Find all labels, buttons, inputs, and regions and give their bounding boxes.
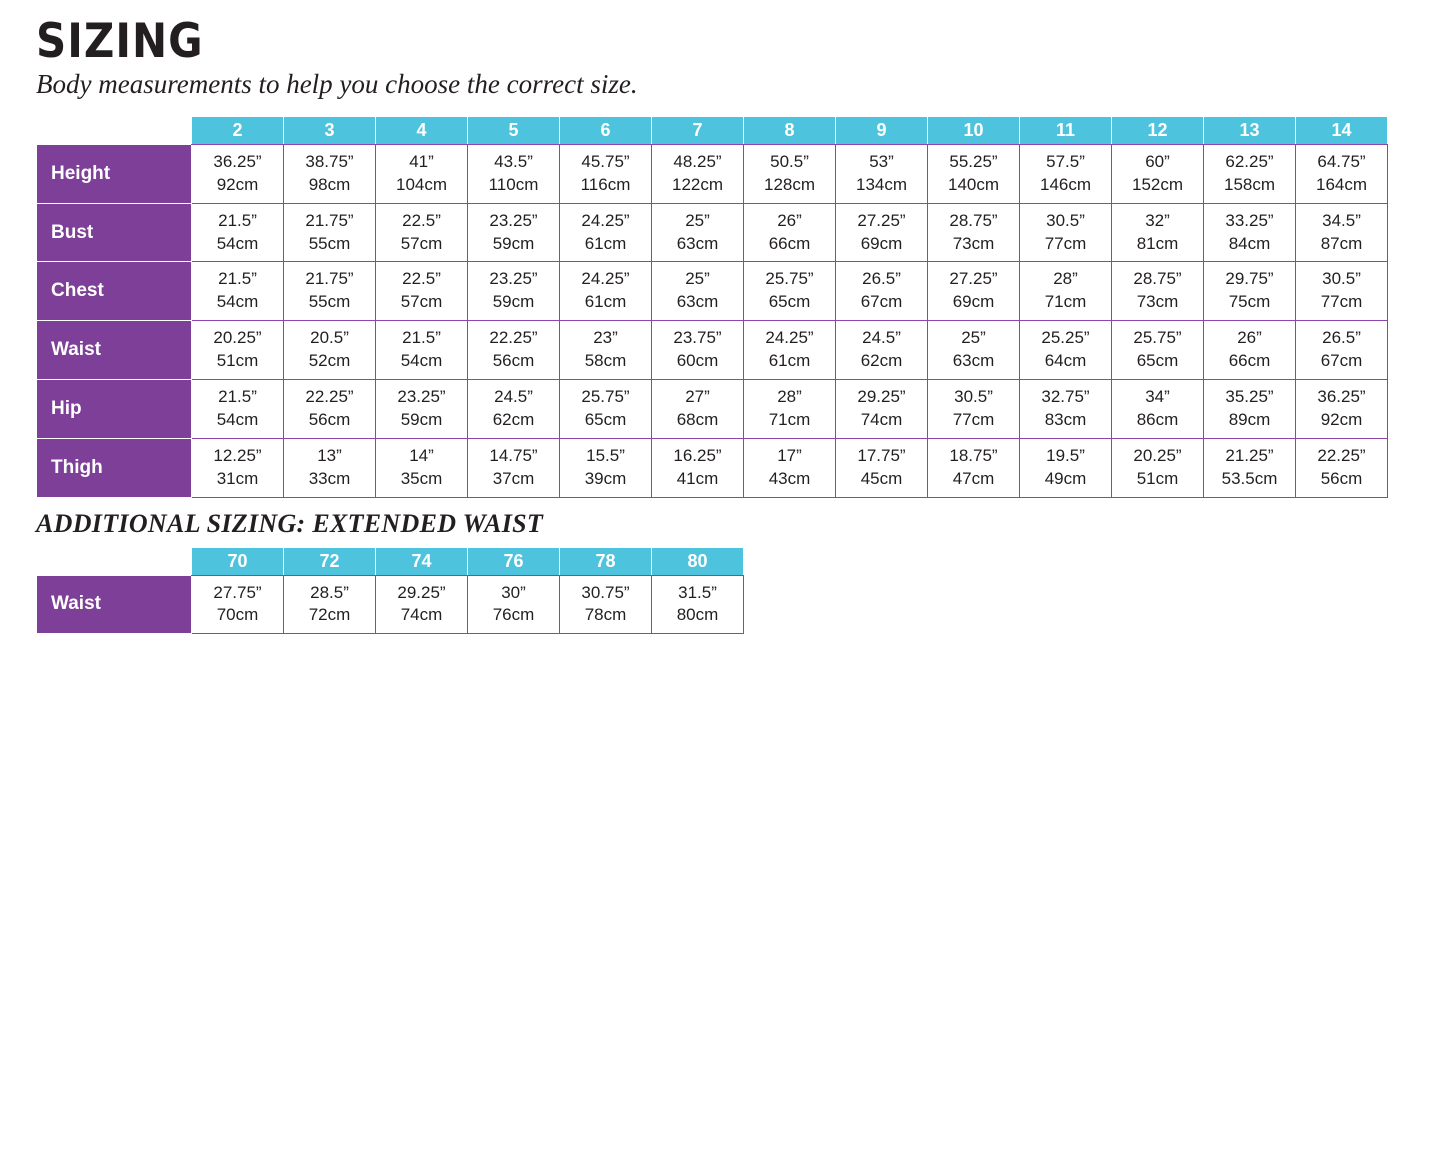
measurement-cm: 69cm [952, 292, 995, 312]
measurement-inches: 36.25” [213, 151, 262, 171]
main-measurement-cell [652, 380, 744, 439]
measurement-cm: 59cm [400, 410, 443, 430]
main-measurement-cell [468, 439, 560, 498]
main-measurement-cell [928, 439, 1020, 498]
measurement-inches: 29.25” [857, 387, 906, 407]
main-size-header: 6 [560, 116, 652, 144]
measurement-inches: 21.5” [218, 387, 257, 407]
measurement-cm: 110cm [488, 174, 539, 194]
measurement-cm: 81cm [1136, 233, 1179, 253]
measurement-cm: 61cm [584, 233, 627, 253]
main-measurement-cell [560, 439, 652, 498]
measurement-cm: 54cm [400, 351, 443, 371]
main-measurement-cell [744, 439, 836, 498]
main-size-header: 5 [468, 116, 560, 144]
main-size-header: 4 [376, 116, 468, 144]
measurement-inches: 24.25” [581, 269, 630, 289]
table-row [37, 262, 1388, 321]
main-measurement-cell [1112, 439, 1204, 498]
main-size-table [36, 116, 1388, 498]
measurement-inches: 28.5” [310, 582, 349, 602]
measurement-cm: 52cm [308, 351, 351, 371]
measurement-inches: 50.5” [770, 151, 809, 171]
extended-size-header: 70 [192, 547, 284, 575]
measurement-cm: 63cm [952, 351, 995, 371]
measurement-inches: 28” [777, 387, 802, 407]
main-measurement-cell [744, 380, 836, 439]
main-measurement-cell [284, 439, 376, 498]
measurement-cm: 58cm [584, 351, 627, 371]
measurement-inches: 22.5” [402, 210, 441, 230]
extended-table-body [37, 575, 744, 634]
main-measurement-cell [1204, 144, 1296, 203]
measurement-cm: 152cm [1131, 174, 1184, 194]
measurement-cm: 54cm [216, 292, 259, 312]
main-measurement-cell [836, 439, 928, 498]
measurement-cm: 69cm [860, 233, 903, 253]
measurement-cm: 78cm [584, 605, 627, 625]
measurement-cm: 55cm [308, 233, 351, 253]
extended-measurement-cell [468, 575, 560, 634]
measurement-inches: 23” [593, 328, 618, 348]
measurement-inches: 16.25” [673, 446, 722, 466]
main-measurement-cell [192, 262, 284, 321]
measurement-cm: 74cm [400, 605, 443, 625]
measurement-inches: 28.75” [1133, 269, 1182, 289]
measurement-cm: 87cm [1320, 233, 1363, 253]
measurement-inches: 15.5” [586, 446, 625, 466]
extended-table-header-row [37, 547, 744, 575]
measurement-inches: 45.75” [581, 151, 630, 171]
measurement-cm: 74cm [860, 410, 903, 430]
main-size-header: 8 [744, 116, 836, 144]
measurement-cm: 59cm [492, 233, 535, 253]
measurement-cm: 64cm [1044, 351, 1087, 371]
measurement-cm: 92cm [1320, 410, 1363, 430]
main-size-header: 11 [1020, 116, 1112, 144]
extended-table-corner [37, 547, 192, 575]
main-measurement-cell [192, 321, 284, 380]
main-measurement-cell [1296, 439, 1388, 498]
main-measurement-cell [836, 321, 928, 380]
measurement-inches: 21.75” [305, 210, 354, 230]
measurement-cm: 51cm [1136, 469, 1179, 488]
measurement-inches: 62.25” [1225, 151, 1274, 171]
measurement-inches: 64.75” [1317, 151, 1366, 171]
measurement-inches: 17” [777, 446, 802, 466]
measurement-cm: 68cm [676, 410, 719, 430]
measurement-cm: 61cm [584, 292, 627, 312]
measurement-inches: 23.75” [673, 328, 722, 348]
main-measurement-cell [652, 262, 744, 321]
measurement-inches: 25.75” [1133, 328, 1182, 348]
measurement-cm: 80cm [676, 605, 719, 625]
page-subtitle: Body measurements to help you choose the correct size. [36, 69, 638, 99]
measurement-cm: 65cm [1136, 351, 1179, 371]
main-measurement-cell [560, 262, 652, 321]
main-measurement-cell [1296, 321, 1388, 380]
measurement-inches: 17.75” [857, 446, 906, 466]
extended-measurement-cell [560, 575, 652, 634]
main-measurement-cell [192, 144, 284, 203]
main-measurement-cell [192, 439, 284, 498]
measurement-inches: 28” [1053, 269, 1078, 289]
extended-measurement-cell [284, 575, 376, 634]
main-measurement-cell [1204, 262, 1296, 321]
measurement-inches: 55.25” [949, 151, 998, 171]
main-size-header: 14 [1296, 116, 1388, 144]
main-measurement-cell [192, 203, 284, 262]
measurement-inches: 30” [501, 582, 526, 602]
main-table-header-row [37, 116, 1388, 144]
table-row [37, 575, 744, 634]
measurement-cm: 63cm [676, 233, 719, 253]
measurement-cm: 70cm [216, 605, 259, 625]
measurement-cm: 66cm [1228, 351, 1271, 371]
measurement-cm: 128cm [763, 174, 816, 194]
measurement-cm: 49cm [1044, 469, 1087, 488]
main-measurement-cell [928, 380, 1020, 439]
measurement-inches: 14.75” [489, 446, 538, 466]
extended-measurement-cell [376, 575, 468, 634]
measurement-inches: 28.75” [949, 210, 998, 230]
main-measurement-cell [560, 380, 652, 439]
extended-size-header: 78 [560, 547, 652, 575]
measurement-inches: 13” [317, 446, 342, 466]
measurement-inches: 20.25” [1133, 446, 1182, 466]
extended-size-header: 80 [652, 547, 744, 575]
main-measurement-cell [376, 262, 468, 321]
measurement-cm: 134cm [855, 174, 908, 194]
measurement-inches: 22.5” [402, 269, 441, 289]
main-measurement-cell [1112, 203, 1204, 262]
main-table-head [37, 116, 1388, 144]
measurement-inches: 25.75” [581, 387, 630, 407]
measurement-inches: 53” [869, 151, 894, 171]
measurement-cm: 43cm [768, 469, 811, 488]
main-measurement-cell [836, 380, 928, 439]
measurement-cm: 71cm [1044, 292, 1087, 312]
measurement-inches: 35.25” [1225, 387, 1274, 407]
main-measurement-cell [1112, 380, 1204, 439]
measurement-cm: 55cm [308, 292, 351, 312]
measurement-inches: 20.5” [310, 328, 349, 348]
measurement-cm: 61cm [768, 351, 811, 371]
measurement-inches: 25.75” [765, 269, 814, 289]
measurement-inches: 27.75” [213, 582, 262, 602]
main-row-label: Hip [37, 380, 192, 439]
measurement-cm: 65cm [584, 410, 627, 430]
measurement-cm: 37cm [492, 469, 535, 488]
measurement-inches: 24.5” [494, 387, 533, 407]
measurement-cm: 116cm [580, 174, 631, 194]
extended-section-heading: ADDITIONAL SIZING: EXTENDED WAIST [36, 508, 544, 538]
main-row-label: Waist [37, 321, 192, 380]
main-measurement-cell [468, 321, 560, 380]
measurement-inches: 41” [409, 151, 434, 171]
measurement-inches: 19.5” [1046, 446, 1085, 466]
measurement-cm: 73cm [952, 233, 995, 253]
table-row [37, 439, 1388, 498]
measurement-cm: 140cm [947, 174, 1000, 194]
main-size-header: 2 [192, 116, 284, 144]
table-row [37, 380, 1388, 439]
measurement-cm: 41cm [676, 469, 719, 488]
main-measurement-cell [1112, 144, 1204, 203]
extended-size-header: 72 [284, 547, 376, 575]
main-measurement-cell [1020, 380, 1112, 439]
main-table-corner [37, 116, 192, 144]
main-measurement-cell [376, 203, 468, 262]
measurement-cm: 86cm [1136, 410, 1179, 430]
measurement-cm: 62cm [860, 351, 903, 371]
measurement-cm: 57cm [400, 292, 443, 312]
main-row-label: Height [37, 144, 192, 203]
measurement-cm: 72cm [308, 605, 351, 625]
main-measurement-cell [928, 144, 1020, 203]
measurement-cm: 31cm [216, 469, 259, 488]
measurement-cm: 89cm [1228, 410, 1271, 430]
extended-size-header: 76 [468, 547, 560, 575]
main-size-header: 10 [928, 116, 1020, 144]
main-measurement-cell [376, 321, 468, 380]
main-measurement-cell [284, 262, 376, 321]
measurement-cm: 67cm [1320, 351, 1363, 371]
measurement-inches: 26” [777, 210, 802, 230]
main-measurement-cell [284, 321, 376, 380]
main-measurement-cell [376, 144, 468, 203]
measurement-cm: 77cm [1320, 292, 1363, 312]
measurement-inches: 34.5” [1322, 210, 1361, 230]
measurement-cm: 62cm [492, 410, 535, 430]
measurement-cm: 158cm [1223, 174, 1276, 194]
extended-size-header: 74 [376, 547, 468, 575]
main-measurement-cell [1204, 203, 1296, 262]
main-measurement-cell [192, 380, 284, 439]
measurement-inches: 29.75” [1225, 269, 1274, 289]
main-measurement-cell [652, 144, 744, 203]
extended-measurement-cell [652, 575, 744, 634]
main-measurement-cell [1296, 262, 1388, 321]
measurement-cm: 122cm [671, 174, 724, 194]
main-measurement-cell [376, 380, 468, 439]
measurement-inches: 30.5” [1046, 210, 1085, 230]
measurement-cm: 57cm [400, 233, 443, 253]
measurement-cm: 92cm [216, 174, 259, 194]
measurement-inches: 30.75” [581, 582, 630, 602]
main-measurement-cell [1204, 439, 1296, 498]
extended-row-label: Waist [37, 575, 192, 634]
measurement-inches: 22.25” [305, 387, 354, 407]
main-size-header: 12 [1112, 116, 1204, 144]
measurement-cm: 39cm [584, 469, 627, 488]
measurement-inches: 32” [1145, 210, 1170, 230]
measurement-inches: 38.75” [305, 151, 354, 171]
measurement-cm: 164cm [1315, 174, 1368, 194]
table-row [37, 144, 1388, 203]
measurement-cm: 56cm [1320, 469, 1363, 488]
main-measurement-cell [1020, 144, 1112, 203]
main-measurement-cell [744, 262, 836, 321]
measurement-cm: 63cm [676, 292, 719, 312]
measurement-cm: 84cm [1228, 233, 1271, 253]
measurement-inches: 25” [685, 210, 710, 230]
measurement-inches: 27” [685, 387, 710, 407]
main-row-label: Chest [37, 262, 192, 321]
measurement-cm: 71cm [768, 410, 811, 430]
measurement-inches: 25” [685, 269, 710, 289]
measurement-inches: 25” [961, 328, 986, 348]
main-measurement-cell [560, 321, 652, 380]
main-measurement-cell [1020, 203, 1112, 262]
measurement-cm: 73cm [1136, 292, 1179, 312]
measurement-inches: 26.5” [1322, 328, 1361, 348]
main-measurement-cell [928, 262, 1020, 321]
measurement-inches: 21.25” [1225, 446, 1274, 466]
measurement-cm: 66cm [768, 233, 811, 253]
main-measurement-cell [468, 203, 560, 262]
measurement-inches: 14” [409, 446, 434, 466]
main-measurement-cell [284, 144, 376, 203]
measurement-inches: 30.5” [1322, 269, 1361, 289]
measurement-inches: 26” [1237, 328, 1262, 348]
main-measurement-cell [1112, 321, 1204, 380]
main-size-header: 9 [836, 116, 928, 144]
main-size-header: 3 [284, 116, 376, 144]
measurement-inches: 22.25” [1317, 446, 1366, 466]
main-measurement-cell [1204, 380, 1296, 439]
measurement-inches: 21.5” [402, 328, 441, 348]
measurement-cm: 54cm [216, 233, 259, 253]
measurement-cm: 47cm [952, 469, 995, 488]
measurement-cm: 45cm [860, 469, 903, 488]
main-measurement-cell [284, 203, 376, 262]
main-measurement-cell [376, 439, 468, 498]
measurement-cm: 104cm [395, 174, 448, 194]
main-measurement-cell [836, 262, 928, 321]
page-title: SIZING [36, 13, 204, 69]
main-measurement-cell [560, 203, 652, 262]
measurement-inches: 33.25” [1225, 210, 1274, 230]
table-row [37, 203, 1388, 262]
measurement-cm: 54cm [216, 410, 259, 430]
main-row-label: Bust [37, 203, 192, 262]
main-measurement-cell [744, 203, 836, 262]
main-measurement-cell [836, 203, 928, 262]
measurement-cm: 53.5cm [1221, 469, 1278, 488]
extended-size-table [36, 547, 744, 635]
measurement-inches: 23.25” [489, 210, 538, 230]
measurement-inches: 23.25” [489, 269, 538, 289]
measurement-inches: 21.5” [218, 269, 257, 289]
measurement-cm: 67cm [860, 292, 903, 312]
main-table-body [37, 144, 1388, 497]
main-measurement-cell [1020, 321, 1112, 380]
measurement-inches: 31.5” [678, 582, 717, 602]
main-measurement-cell [744, 144, 836, 203]
measurement-inches: 27.25” [857, 210, 906, 230]
main-measurement-cell [928, 203, 1020, 262]
measurement-inches: 24.25” [581, 210, 630, 230]
measurement-inches: 12.25” [213, 446, 262, 466]
measurement-inches: 20.25” [213, 328, 262, 348]
table-row [37, 321, 1388, 380]
main-measurement-cell [836, 144, 928, 203]
measurement-cm: 75cm [1228, 292, 1271, 312]
main-measurement-cell [468, 380, 560, 439]
measurement-cm: 77cm [1044, 233, 1087, 253]
measurement-cm: 60cm [676, 351, 719, 371]
measurement-inches: 30.5” [954, 387, 993, 407]
measurement-cm: 65cm [768, 292, 811, 312]
main-measurement-cell [652, 321, 744, 380]
measurement-cm: 77cm [952, 410, 995, 430]
main-measurement-cell [284, 380, 376, 439]
measurement-inches: 21.5” [218, 210, 257, 230]
measurement-cm: 56cm [492, 351, 535, 371]
main-measurement-cell [928, 321, 1020, 380]
main-measurement-cell [1020, 262, 1112, 321]
measurement-cm: 59cm [492, 292, 535, 312]
measurement-inches: 36.25” [1317, 387, 1366, 407]
measurement-cm: 51cm [216, 351, 259, 371]
main-measurement-cell [560, 144, 652, 203]
main-size-header: 7 [652, 116, 744, 144]
measurement-cm: 35cm [400, 469, 443, 488]
measurement-inches: 60” [1145, 151, 1170, 171]
main-measurement-cell [1296, 203, 1388, 262]
measurement-inches: 34” [1145, 387, 1170, 407]
main-measurement-cell [1020, 439, 1112, 498]
extended-table-head [37, 547, 744, 575]
measurement-inches: 22.25” [489, 328, 538, 348]
main-measurement-cell [744, 321, 836, 380]
measurement-cm: 83cm [1044, 410, 1087, 430]
measurement-cm: 33cm [308, 469, 351, 488]
main-measurement-cell [1204, 321, 1296, 380]
main-row-label: Thigh [37, 439, 192, 498]
main-measurement-cell [652, 203, 744, 262]
measurement-cm: 56cm [308, 410, 351, 430]
main-measurement-cell [1296, 144, 1388, 203]
main-size-header: 13 [1204, 116, 1296, 144]
measurement-inches: 24.25” [765, 328, 814, 348]
measurement-inches: 21.75” [305, 269, 354, 289]
main-measurement-cell [652, 439, 744, 498]
measurement-inches: 48.25” [673, 151, 722, 171]
main-measurement-cell [468, 262, 560, 321]
measurement-cm: 76cm [492, 605, 535, 625]
main-measurement-cell [1112, 262, 1204, 321]
measurement-inches: 23.25” [397, 387, 446, 407]
measurement-inches: 27.25” [949, 269, 998, 289]
measurement-inches: 29.25” [397, 582, 446, 602]
measurement-cm: 98cm [308, 174, 351, 194]
measurement-inches: 26.5” [862, 269, 901, 289]
measurement-inches: 18.75” [949, 446, 998, 466]
measurement-inches: 32.75” [1041, 387, 1090, 407]
main-measurement-cell [468, 144, 560, 203]
measurement-inches: 57.5” [1046, 151, 1085, 171]
measurement-inches: 43.5” [494, 151, 533, 171]
measurement-inches: 25.25” [1041, 328, 1090, 348]
measurement-cm: 146cm [1039, 174, 1092, 194]
extended-measurement-cell [192, 575, 284, 634]
measurement-inches: 24.5” [862, 328, 901, 348]
main-measurement-cell [1296, 380, 1388, 439]
